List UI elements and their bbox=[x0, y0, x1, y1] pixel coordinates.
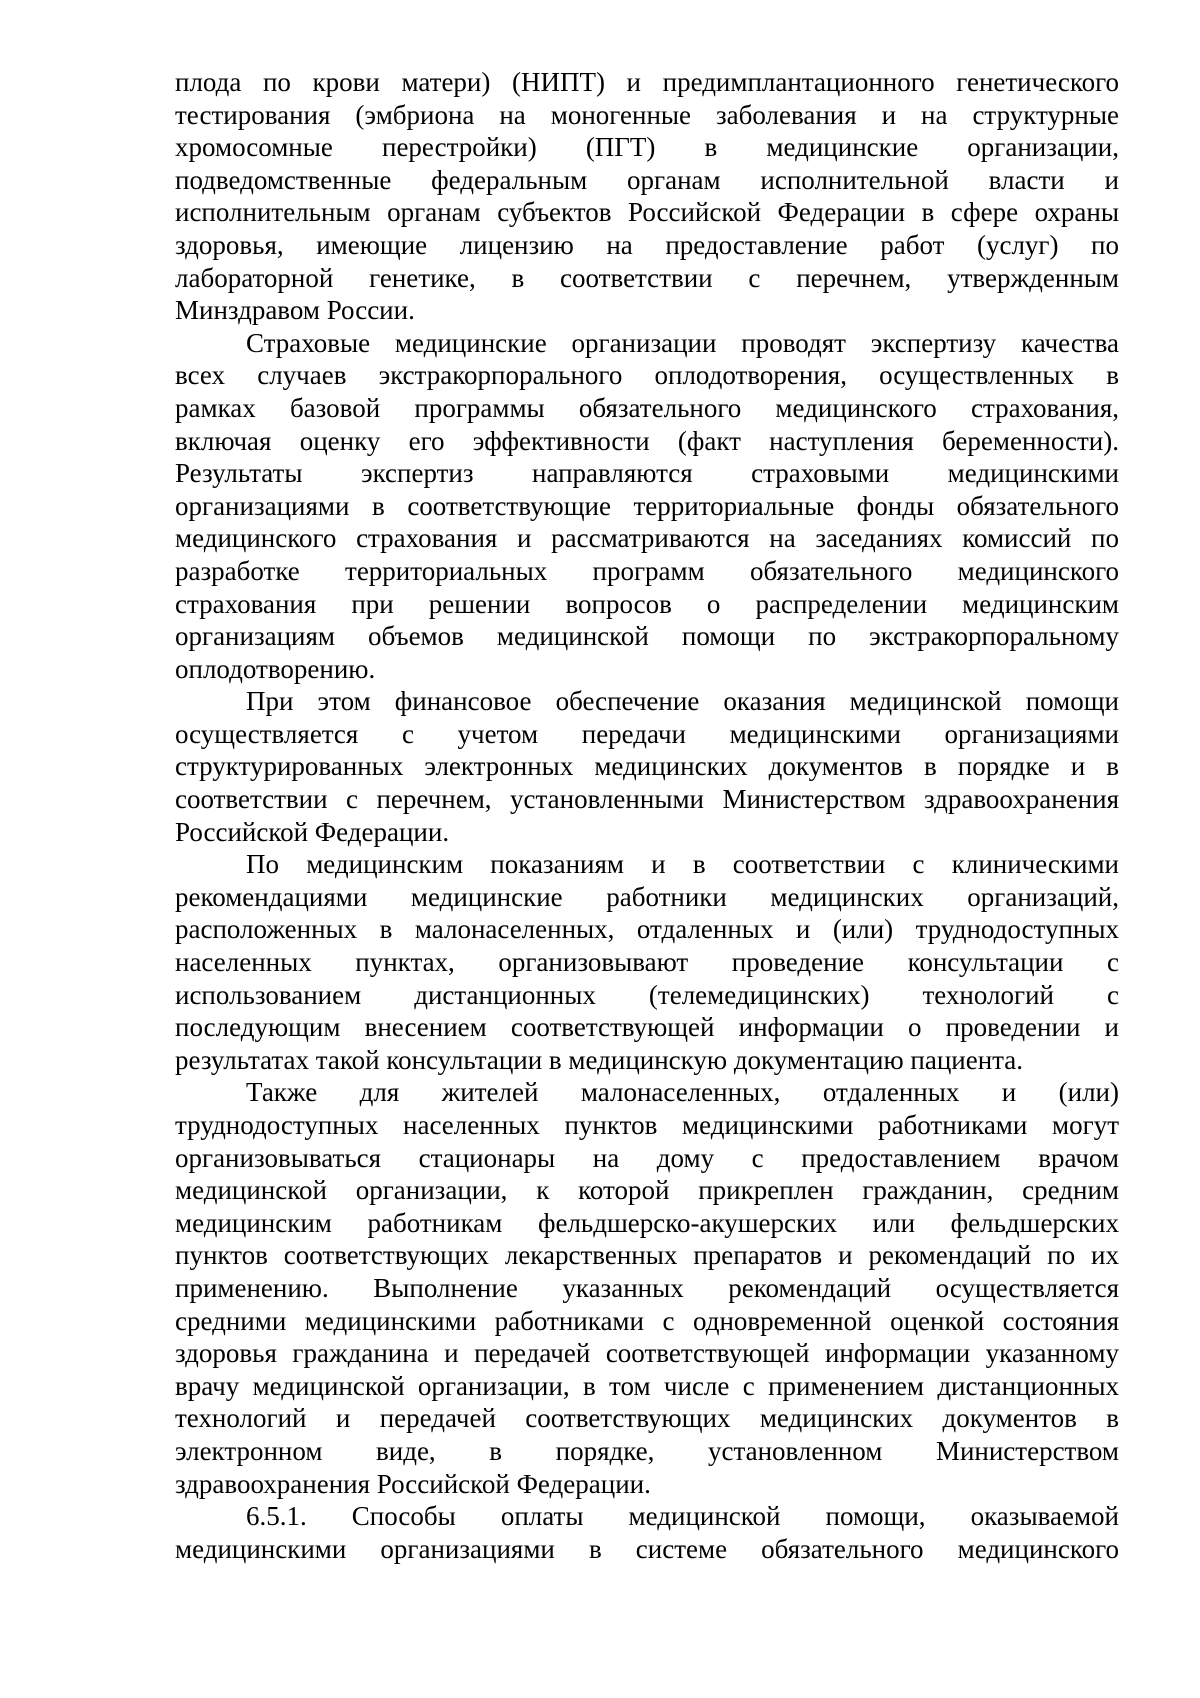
text-line: средними медицинскими работниками с одновременной оценкой состояния bbox=[175, 1305, 1119, 1336]
paragraph-insurance-expertise bbox=[175, 327, 1119, 686]
document-page bbox=[175, 66, 1119, 1565]
text-line: использованием дистанционных (телемедицинских) технологий с bbox=[175, 979, 1119, 1010]
text-line: расположенных в малонаселенных, отдаленных и (или) труднодоступных bbox=[175, 914, 1119, 945]
text-line: медицинской организации, к которой прикреплен гражданин, средним bbox=[175, 1175, 1119, 1206]
text-line: тестирования (эмбриона на моногенные заболевания и на структурные bbox=[175, 99, 1119, 130]
text-line: здоровья, имеющие лицензию на предоставление работ (услуг) по bbox=[175, 229, 1119, 260]
text-line: пунктов соответствующих лекарственных препаратов и рекомендаций по их bbox=[175, 1240, 1119, 1271]
text-line: При этом финансовое обеспечение оказания медицинской помощи bbox=[246, 686, 1119, 717]
text-line: организациями в соответствующие территориальные фонды обязательного bbox=[175, 490, 1119, 521]
text-line: Российской Федерации. bbox=[175, 816, 450, 847]
text-line: медицинским работникам фельдшерско-акушерских или фельдшерских bbox=[175, 1207, 1119, 1238]
paragraph-nipt-pgt bbox=[175, 66, 1119, 327]
text-line: хромосомные перестройки) (ПГТ) в медицинские организации, bbox=[175, 132, 1119, 163]
text-line: осуществляется с учетом передачи медицинскими организациями bbox=[175, 718, 1119, 749]
text-line: По медицинским показаниям и в соответствии с клиническими bbox=[246, 849, 1119, 880]
text-line: подведомственные федеральным органам исполнительной власти и bbox=[175, 164, 1119, 195]
text-line: Результаты экспертиз направляются страховыми медицинскими bbox=[175, 458, 1119, 489]
text-line: результатах такой консультации в медицинскую документацию пациента. bbox=[175, 1044, 1024, 1075]
paragraph-financing bbox=[175, 685, 1119, 848]
paragraph-telemedicine bbox=[175, 848, 1119, 1076]
text-line: исполнительным органам субъектов Российской Федерации в сфере охраны bbox=[175, 197, 1119, 228]
text-line: труднодоступных населенных пунктов медицинскими работниками могут bbox=[175, 1110, 1119, 1140]
text-line: медицинского страхования и рассматриваются на заседаниях комиссий по bbox=[175, 523, 1119, 554]
text-line: плода по крови матери) (НИПТ) и предимплантационного генетического bbox=[175, 67, 1119, 97]
text-line: здравоохранения Российской Федерации. bbox=[175, 1468, 651, 1499]
text-line: рамках базовой программы обязательного медицинского страхования, bbox=[175, 392, 1119, 423]
text-line: организовываться стационары на дому с предоставлением врачом bbox=[175, 1142, 1119, 1173]
text-line: Также для жителей малонаселенных, отдаленных и (или) bbox=[246, 1077, 1119, 1108]
text-line: Минздравом России. bbox=[175, 295, 415, 326]
text-line: организациям объемов медицинской помощи по экстракорпоральному bbox=[175, 621, 1119, 652]
text-line: оплодотворению. bbox=[175, 653, 376, 684]
text-line: лабораторной генетике, в соответствии с перечнем, утвержденным bbox=[175, 262, 1119, 293]
text-line: Страховые медицинские организации проводят экспертизу качества bbox=[246, 327, 1119, 358]
text-line: рекомендациями медицинские работники медицинских организаций, bbox=[175, 881, 1119, 912]
section-heading-line: 6.5.1. Способы оплаты медицинской помощи, оказываемой bbox=[246, 1501, 1119, 1532]
text-line: врачу медицинской организации, в том числе с применением дистанционных bbox=[175, 1370, 1119, 1401]
text-line: населенных пунктах, организовывают проведение консультации с bbox=[175, 947, 1119, 978]
text-line: технологий и передачей соответствующих медицинских документов в bbox=[175, 1403, 1119, 1434]
text-line: последующим внесением соответствующей информации о проведении и bbox=[175, 1012, 1119, 1043]
paragraph-section-6-5-1 bbox=[175, 1500, 1119, 1565]
text-line: медицинскими организациями в системе обязательного медицинского bbox=[175, 1533, 1119, 1564]
text-line: здоровья гражданина и передачей соответствующей информации указанному bbox=[175, 1338, 1119, 1369]
text-line: соответствии с перечнем, установленными Министерством здравоохранения bbox=[175, 784, 1119, 815]
text-line: страхования при решении вопросов о распределении медицинским bbox=[175, 588, 1119, 619]
text-line: применению. Выполнение указанных рекомендаций осуществляется bbox=[175, 1272, 1119, 1303]
text-line: электронном виде, в порядке, установленном Министерством bbox=[175, 1435, 1119, 1466]
text-line: структурированных электронных медицинских документов в порядке и в bbox=[175, 751, 1119, 782]
paragraph-home-hospitals bbox=[175, 1076, 1119, 1500]
text-line: разработке территориальных программ обязательного медицинского bbox=[175, 555, 1119, 586]
text-line: всех случаев экстракорпорального оплодотворения, осуществленных в bbox=[175, 360, 1119, 391]
text-line: включая оценку его эффективности (факт наступления беременности). bbox=[175, 425, 1119, 456]
